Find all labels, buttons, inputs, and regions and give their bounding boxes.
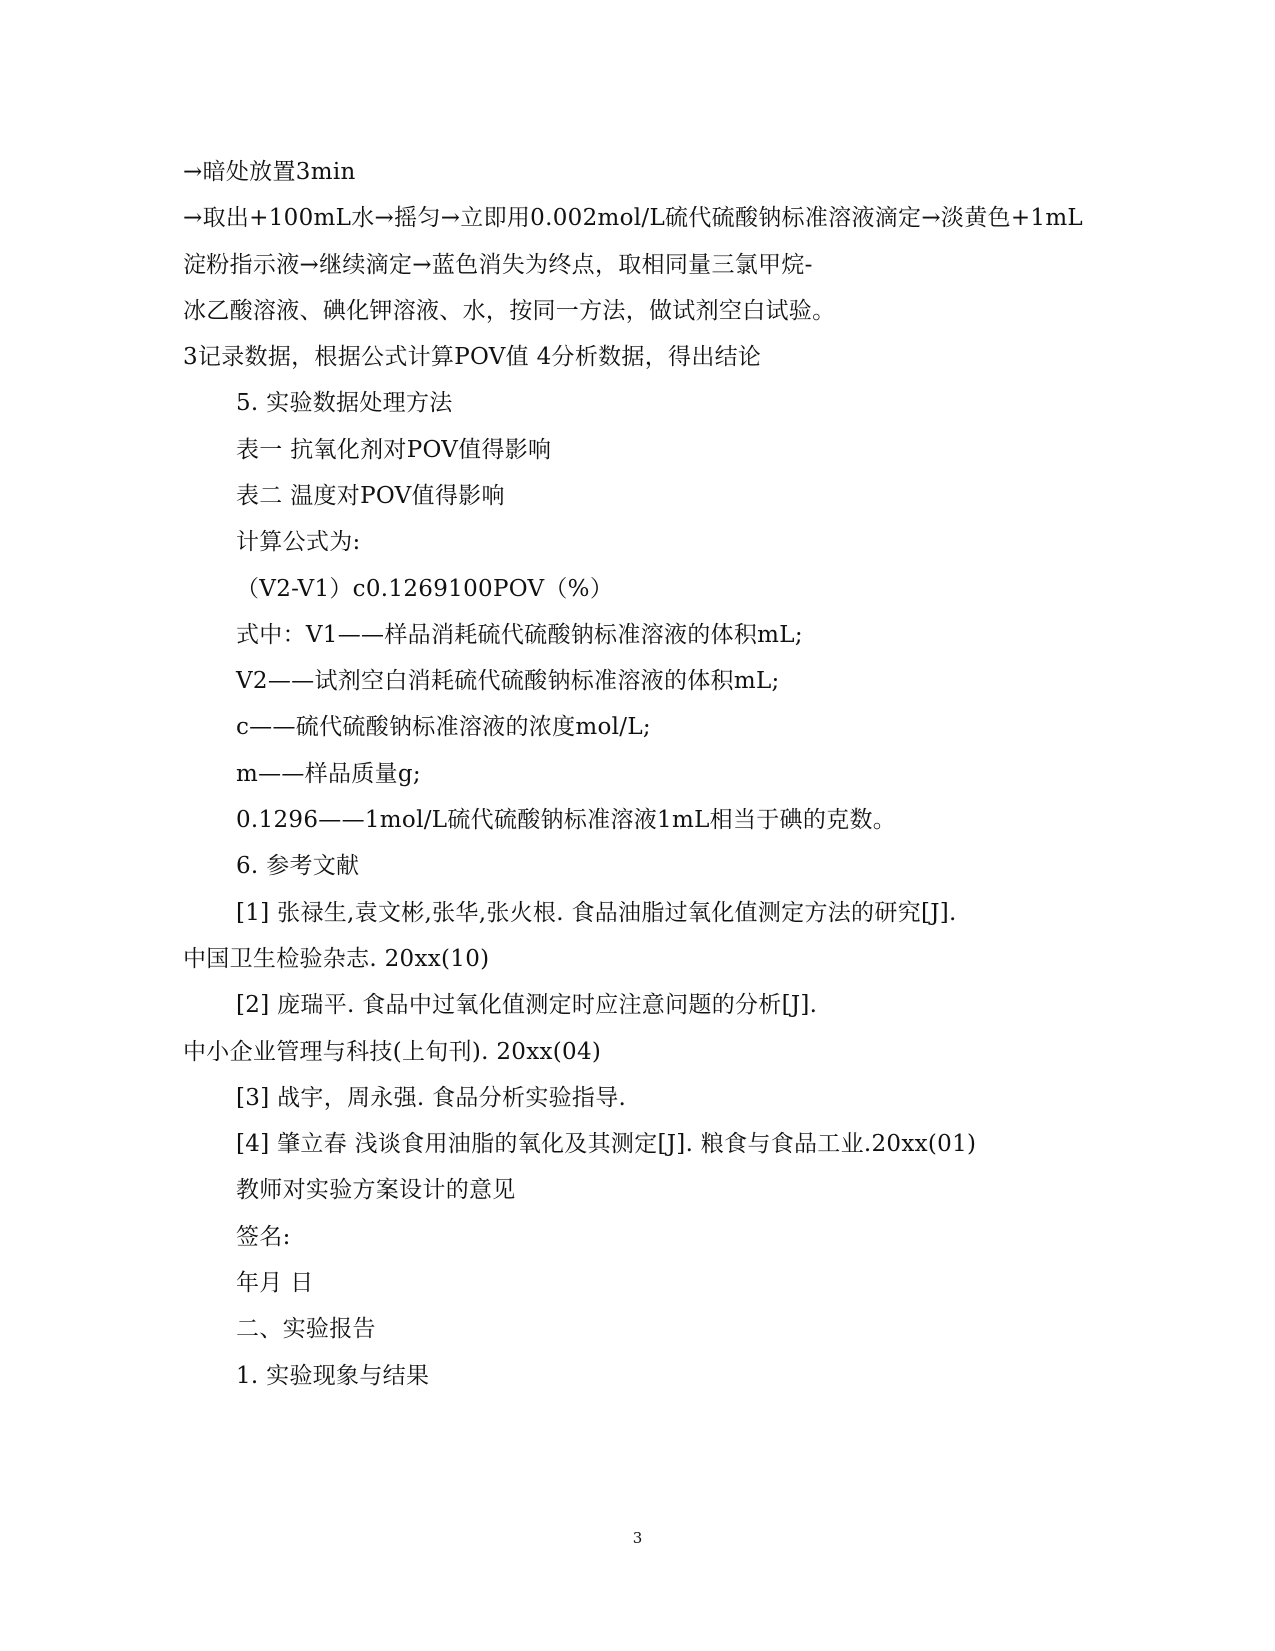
text-line: 0.1296——1mol/L硫代硫酸钠标准溶液1mL相当于碘的克数。 — [236, 807, 897, 833]
section-heading: 二、实验报告 — [236, 1316, 376, 1342]
text-line: 教师对实验方案设计的意见 — [236, 1177, 516, 1203]
reference-item-continued: 中小企业管理与科技(上旬刊). 20xx(04) — [183, 1039, 602, 1065]
text-line: 计算公式为: — [236, 529, 361, 555]
text-line: →暗处放置3min — [183, 159, 356, 185]
reference-item: [1] 张禄生,袁文彬,张华,张火根. 食品油脂过氧化值测定方法的研究[J]. — [236, 900, 957, 926]
reference-item-continued: 中国卫生检验杂志. 20xx(10) — [183, 946, 490, 972]
section-heading: 1. 实验现象与结果 — [236, 1363, 430, 1389]
text-line: 式中：V1——样品消耗硫代硫酸钠标准溶液的体积mL; — [236, 622, 803, 648]
date-line: 年月 日 — [236, 1270, 314, 1296]
text-line: →取出+100mL水→摇匀→立即用0.002mol/L硫代硫酸钠标准溶液滴定→淡黄色+1mL — [183, 205, 1084, 231]
reference-item: [2] 庞瑞平. 食品中过氧化值测定时应注意问题的分析[J]. — [236, 992, 818, 1018]
formula-line: （V2-V1）c0.1269100POV（%） — [236, 576, 614, 602]
text-line: 冰乙酸溶液、碘化钾溶液、水，按同一方法，做试剂空白试验。 — [183, 298, 836, 324]
signature-line: 签名: — [236, 1224, 291, 1250]
section-heading: 6. 参考文献 — [236, 853, 360, 879]
text-line: 淀粉指示液→继续滴定→蓝色消失为终点，取相同量三氯甲烷- — [183, 252, 813, 278]
section-heading: 5. 实验数据处理方法 — [236, 390, 453, 416]
text-line: m——样品质量g; — [236, 761, 421, 787]
text-line: 表一 抗氧化剂对POV值得影响 — [236, 437, 552, 463]
text-line: 3记录数据，根据公式计算POV值 4分析数据，得出结论 — [183, 344, 762, 370]
text-line: 表二 温度对POV值得影响 — [236, 483, 505, 509]
text-line: c——硫代硫酸钠标准溶液的浓度mol/L; — [236, 714, 651, 740]
page-number: 3 — [632, 1529, 643, 1547]
text-line: V2——试剂空白消耗硫代硫酸钠标准溶液的体积mL; — [236, 668, 780, 694]
reference-item: [4] 肇立春 浅谈食用油脂的氧化及其测定[J]. 粮食与食品工业.20xx(01) — [236, 1131, 977, 1157]
reference-item: [3] 战宇，周永强. 食品分析实验指导. — [236, 1085, 627, 1111]
